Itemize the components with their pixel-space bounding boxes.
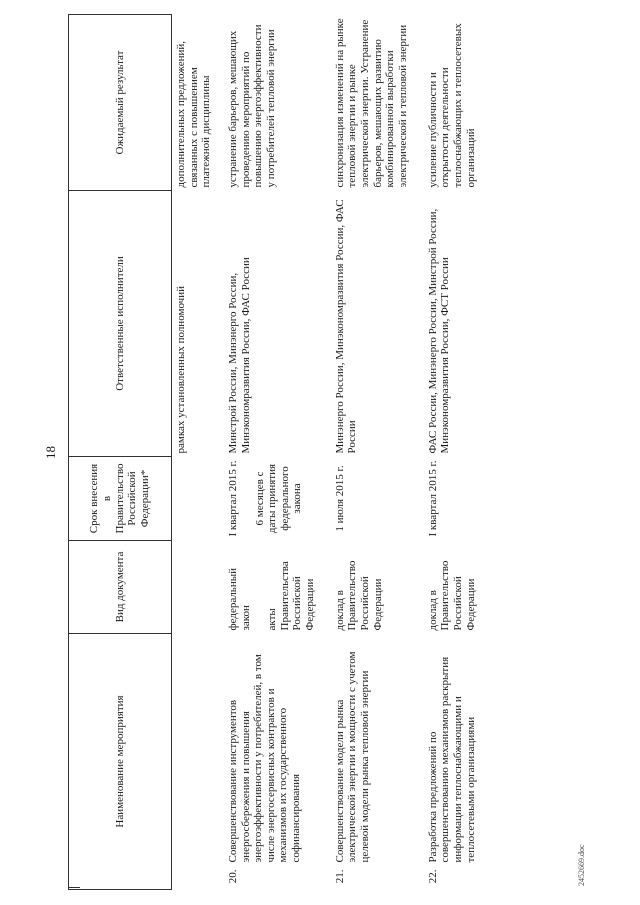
- row-result: синхронизация изменений на рынке тепловой энергии и рынке электрической энергии. Устранение барьеров, мешающих развитию комбинированной выработки электрической и тепловой энергии: [333, 18, 409, 188]
- term-1: I квартал 2015 г.: [226, 460, 239, 537]
- measures-table: [68, 14, 480, 890]
- row-name: Разработка предложений по совершенствованию механизмов раскрытия информации теплоснабжающими и теплосетевыми организациями: [426, 656, 477, 863]
- row-executors: Минстрой России, Минэнерго России, Минэкономразвития России, ФАС России: [226, 257, 252, 454]
- row-doc-type: [225, 541, 331, 634]
- table-row: [225, 15, 331, 890]
- row-result: усиление публичности и открытости деятельности теплоснабжающих и теплосетевых организаций: [426, 23, 477, 188]
- continuation-result: дополнительных предложений, связанных с повышением платежной дисциплины: [175, 40, 213, 188]
- table-row: [424, 15, 481, 890]
- doc-type-1: федеральный закон: [226, 568, 252, 631]
- document-file-name: 2452669.doc: [577, 844, 586, 886]
- row-executors: ФАС России, Минэнерго России, Минстрой России, Минэкономразвития России, ФСТ России: [426, 208, 452, 454]
- header-name: Наименование мероприятия: [69, 634, 172, 890]
- doc-type-2: акты Правительства Российской Федерации: [266, 561, 317, 631]
- row-name: Совершенствование инструментов энергосбережения и повышения энергоэффективности у потребителей, в том числе энергосервисных контрактов и механизмов их государственного софинансирования: [226, 654, 303, 863]
- row-term: 1 июля 2015 г.: [333, 465, 346, 532]
- row-doc-type: доклад в Правительство Российской Федерации: [333, 560, 384, 631]
- row-term: I квартал 2015 г.: [426, 460, 439, 537]
- row-number: 20.: [226, 869, 239, 884]
- term-2: 6 месяцев с даты принятия федерального закона: [253, 463, 304, 534]
- header-doc-type: Вид документа: [69, 541, 172, 634]
- page-number: 18: [43, 446, 58, 459]
- header-result: Ожидаемый результат: [69, 15, 172, 191]
- row-number: 22.: [426, 869, 439, 884]
- table-row: [331, 15, 424, 890]
- row-term: [225, 457, 331, 541]
- row-number: 21.: [333, 869, 346, 884]
- row-result: устранение барьеров, мешающих проведению мероприятий по повышению энергоэффективности у потребителей тепловой энергии: [226, 24, 277, 188]
- header-executors: Ответственные исполнители: [69, 191, 172, 457]
- continuation-executors: рамках установленных полномочий: [175, 286, 187, 454]
- rotated-document-page: [40, 15, 600, 890]
- table-header-row: [69, 15, 172, 890]
- row-doc-type: доклад в Правительство Российской Федерации: [426, 560, 477, 631]
- header-term: Срок внесения в Правительство Российской Федерации*: [69, 457, 172, 541]
- row-executors: Минэнерго России, Минэкономразвития России, ФАС России: [333, 199, 359, 454]
- row-name: Совершенствование модели рынка электрической энергии и мощности с учетом целевой модели рынка тепловой энергии: [333, 651, 372, 863]
- table-row-continuation: [172, 15, 225, 890]
